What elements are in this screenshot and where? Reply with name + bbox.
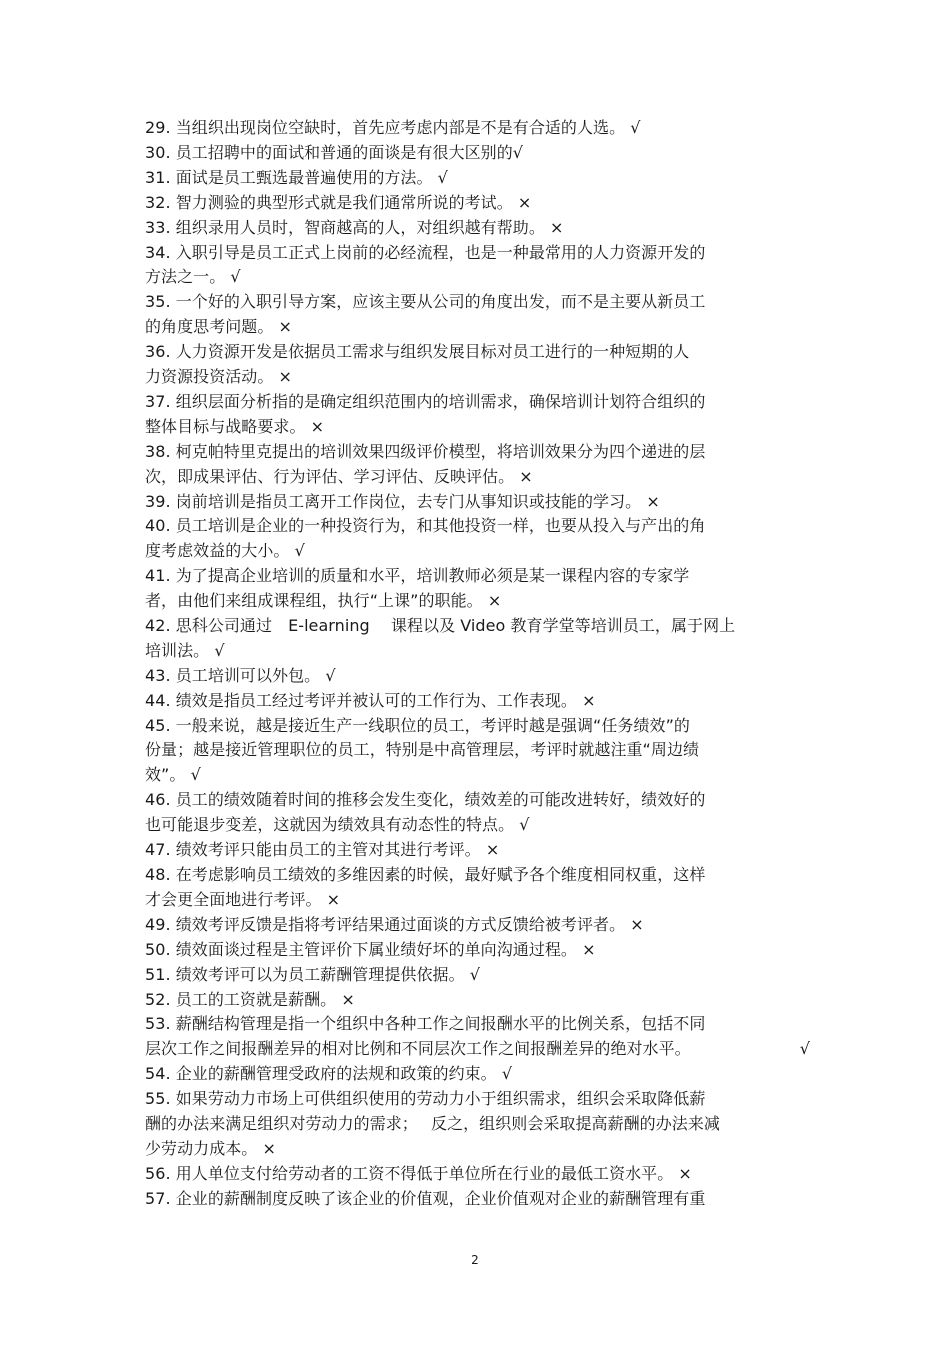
question-item-57 (145, 1187, 810, 1212)
question-line: 次，即成果评估、行为评估、学习评估、反映评估。 × (145, 466, 533, 486)
question-line: 度考虑效益的大小。 √ (145, 541, 305, 561)
question-item-45 (145, 714, 810, 789)
question-line: 49. 绩效考评反馈是指将考评结果通过面谈的方式反馈给被考评者。 × (145, 914, 644, 934)
question-item-54 (145, 1062, 810, 1087)
question-line: 55. 如果劳动力市场上可供组织使用的劳动力小于组织需求，组织会采取降低薪 (145, 1089, 706, 1109)
page-number: 2 (471, 1253, 479, 1267)
question-item-53 (145, 1012, 810, 1062)
question-line: 40. 员工培训是企业的一种投资行为，和其他投资一样，也要从投入与产出的角 (145, 516, 706, 536)
question-item-33 (145, 216, 810, 241)
question-line: 整体目标与战略要求。 × (145, 416, 325, 436)
question-line: 力资源投资活动。 × (145, 366, 292, 386)
question-line: 效”。 √ (145, 765, 201, 785)
question-line: 的角度思考问题。 × (145, 317, 292, 337)
question-line: 30. 员工招聘中的面试和普通的面谈是有很大区别的√ (145, 142, 524, 162)
question-item-32 (145, 191, 810, 216)
question-line: 者，由他们来组成课程组，执行“上课”的职能。 × (145, 591, 502, 611)
question-item-29 (145, 116, 810, 141)
question-item-38 (145, 440, 810, 490)
question-line: 酬的办法来满足组织对劳动力的需求； 反之，组织则会采取提高薪酬的办法来减 (145, 1113, 720, 1133)
question-item-36 (145, 340, 810, 390)
question-line: 层次工作之间报酬差异的相对比例和不同层次工作之间报酬差异的绝对水平。 (145, 1039, 691, 1059)
question-line: 42. 思科公司通过 E-learning 课程以及 Video 教育学堂等培训员工，属于网上 (145, 616, 736, 635)
question-item-55 (145, 1087, 810, 1162)
question-item-56 (145, 1162, 810, 1187)
question-line: 41. 为了提高企业培训的质量和水平，培训教师必须是某一课程内容的专家学 (145, 566, 690, 586)
question-line: 46. 员工的绩效随着时间的推移会发生变化，绩效差的可能改进转好，绩效好的 (145, 790, 706, 810)
question-line: 培训法。 √ (145, 640, 225, 660)
question-line: 34. 入职引导是员工正式上岗前的必经流程，也是一种最常用的人力资源开发的 (145, 242, 706, 262)
question-line: 50. 绩效面谈过程是主管评价下属业绩好坏的单向沟通过程。 × (145, 939, 596, 959)
question-item-52 (145, 988, 810, 1013)
question-item-47 (145, 838, 810, 863)
question-line: 33. 组织录用人员时，智商越高的人，对组织越有帮助。 × (145, 217, 564, 237)
question-item-40 (145, 514, 810, 564)
question-item-48 (145, 863, 810, 913)
question-item-41 (145, 564, 810, 614)
question-line: 57. 企业的薪酬制度反映了该企业的价值观，企业价值观对企业的薪酬管理有重 (145, 1188, 706, 1208)
question-item-44 (145, 689, 810, 714)
answer-mark: √ (799, 1039, 810, 1059)
question-item-42 (145, 614, 810, 664)
question-item-51 (145, 963, 810, 988)
question-item-37 (145, 390, 810, 440)
question-line: 44. 绩效是指员工经过考评并被认可的工作行为、工作表现。 × (145, 690, 596, 710)
question-line: 少劳动力成本。 × (145, 1138, 276, 1158)
question-line: 53. 薪酬结构管理是指一个组织中各种工作之间报酬水平的比例关系，包括不同 (145, 1014, 706, 1034)
question-line: 43. 员工培训可以外包。 √ (145, 665, 336, 685)
question-line: 54. 企业的薪酬管理受政府的法规和政策的约束。 √ (145, 1064, 513, 1084)
question-item-35 (145, 290, 810, 340)
question-line: 52. 员工的工资就是薪酬。 × (145, 989, 355, 1009)
question-line: 36. 人力资源开发是依据员工需求与组织发展目标对员工进行的一种短期的人 (145, 342, 690, 362)
question-line: 也可能退步变差，这就因为绩效具有动态性的特点。 √ (145, 815, 530, 835)
question-item-43 (145, 664, 810, 689)
question-item-34 (145, 241, 810, 291)
question-line: 39. 岗前培训是指员工离开工作岗位，去专门从事知识或技能的学习。 × (145, 491, 660, 511)
question-line: 29. 当组织出现岗位空缺时，首先应考虑内部是不是有合适的人选。 √ (145, 118, 641, 137)
question-line: 份量；越是接近管理职位的员工，特别是中高管理层，考评时就越注重“周边绩 (145, 740, 700, 760)
question-line: 才会更全面地进行考评。 × (145, 889, 341, 909)
question-line: 37. 组织层面分析指的是确定组织范围内的培训需求，确保培训计划符合组织的 (145, 391, 706, 411)
question-item-30 (145, 141, 810, 166)
question-item-39 (145, 490, 810, 515)
question-line: 31. 面试是员工甄选最普遍使用的方法。 √ (145, 167, 448, 187)
question-line: 方法之一。 √ (145, 267, 241, 287)
question-line: 56. 用人单位支付给劳动者的工资不得低于单位所在行业的最低工资水平。 × (145, 1163, 692, 1183)
question-line: 48. 在考虑影响员工绩效的多维因素的时候，最好赋予各个维度相同权重，这样 (145, 865, 706, 884)
question-line: 35. 一个好的入职引导方案，应该主要从公司的角度出发，而不是主要从新员工 (145, 292, 706, 312)
question-item-46 (145, 788, 810, 838)
question-line: 51. 绩效考评可以为员工薪酬管理提供依据。 √ (145, 964, 481, 984)
question-line: 32. 智力测验的典型形式就是我们通常所说的考试。 × (145, 192, 532, 212)
question-item-50 (145, 938, 810, 963)
question-item-31 (145, 166, 810, 191)
question-item-49 (145, 913, 810, 938)
question-line: 47. 绩效考评只能由员工的主管对其进行考评。 × (145, 840, 500, 860)
question-line: 38. 柯克帕特里克提出的培训效果四级评价模型，将培训效果分为四个递进的层 (145, 441, 706, 461)
question-line: 45. 一般来说，越是接近生产一线职位的员工，考评时越是强调“任务绩效”的 (145, 715, 690, 735)
